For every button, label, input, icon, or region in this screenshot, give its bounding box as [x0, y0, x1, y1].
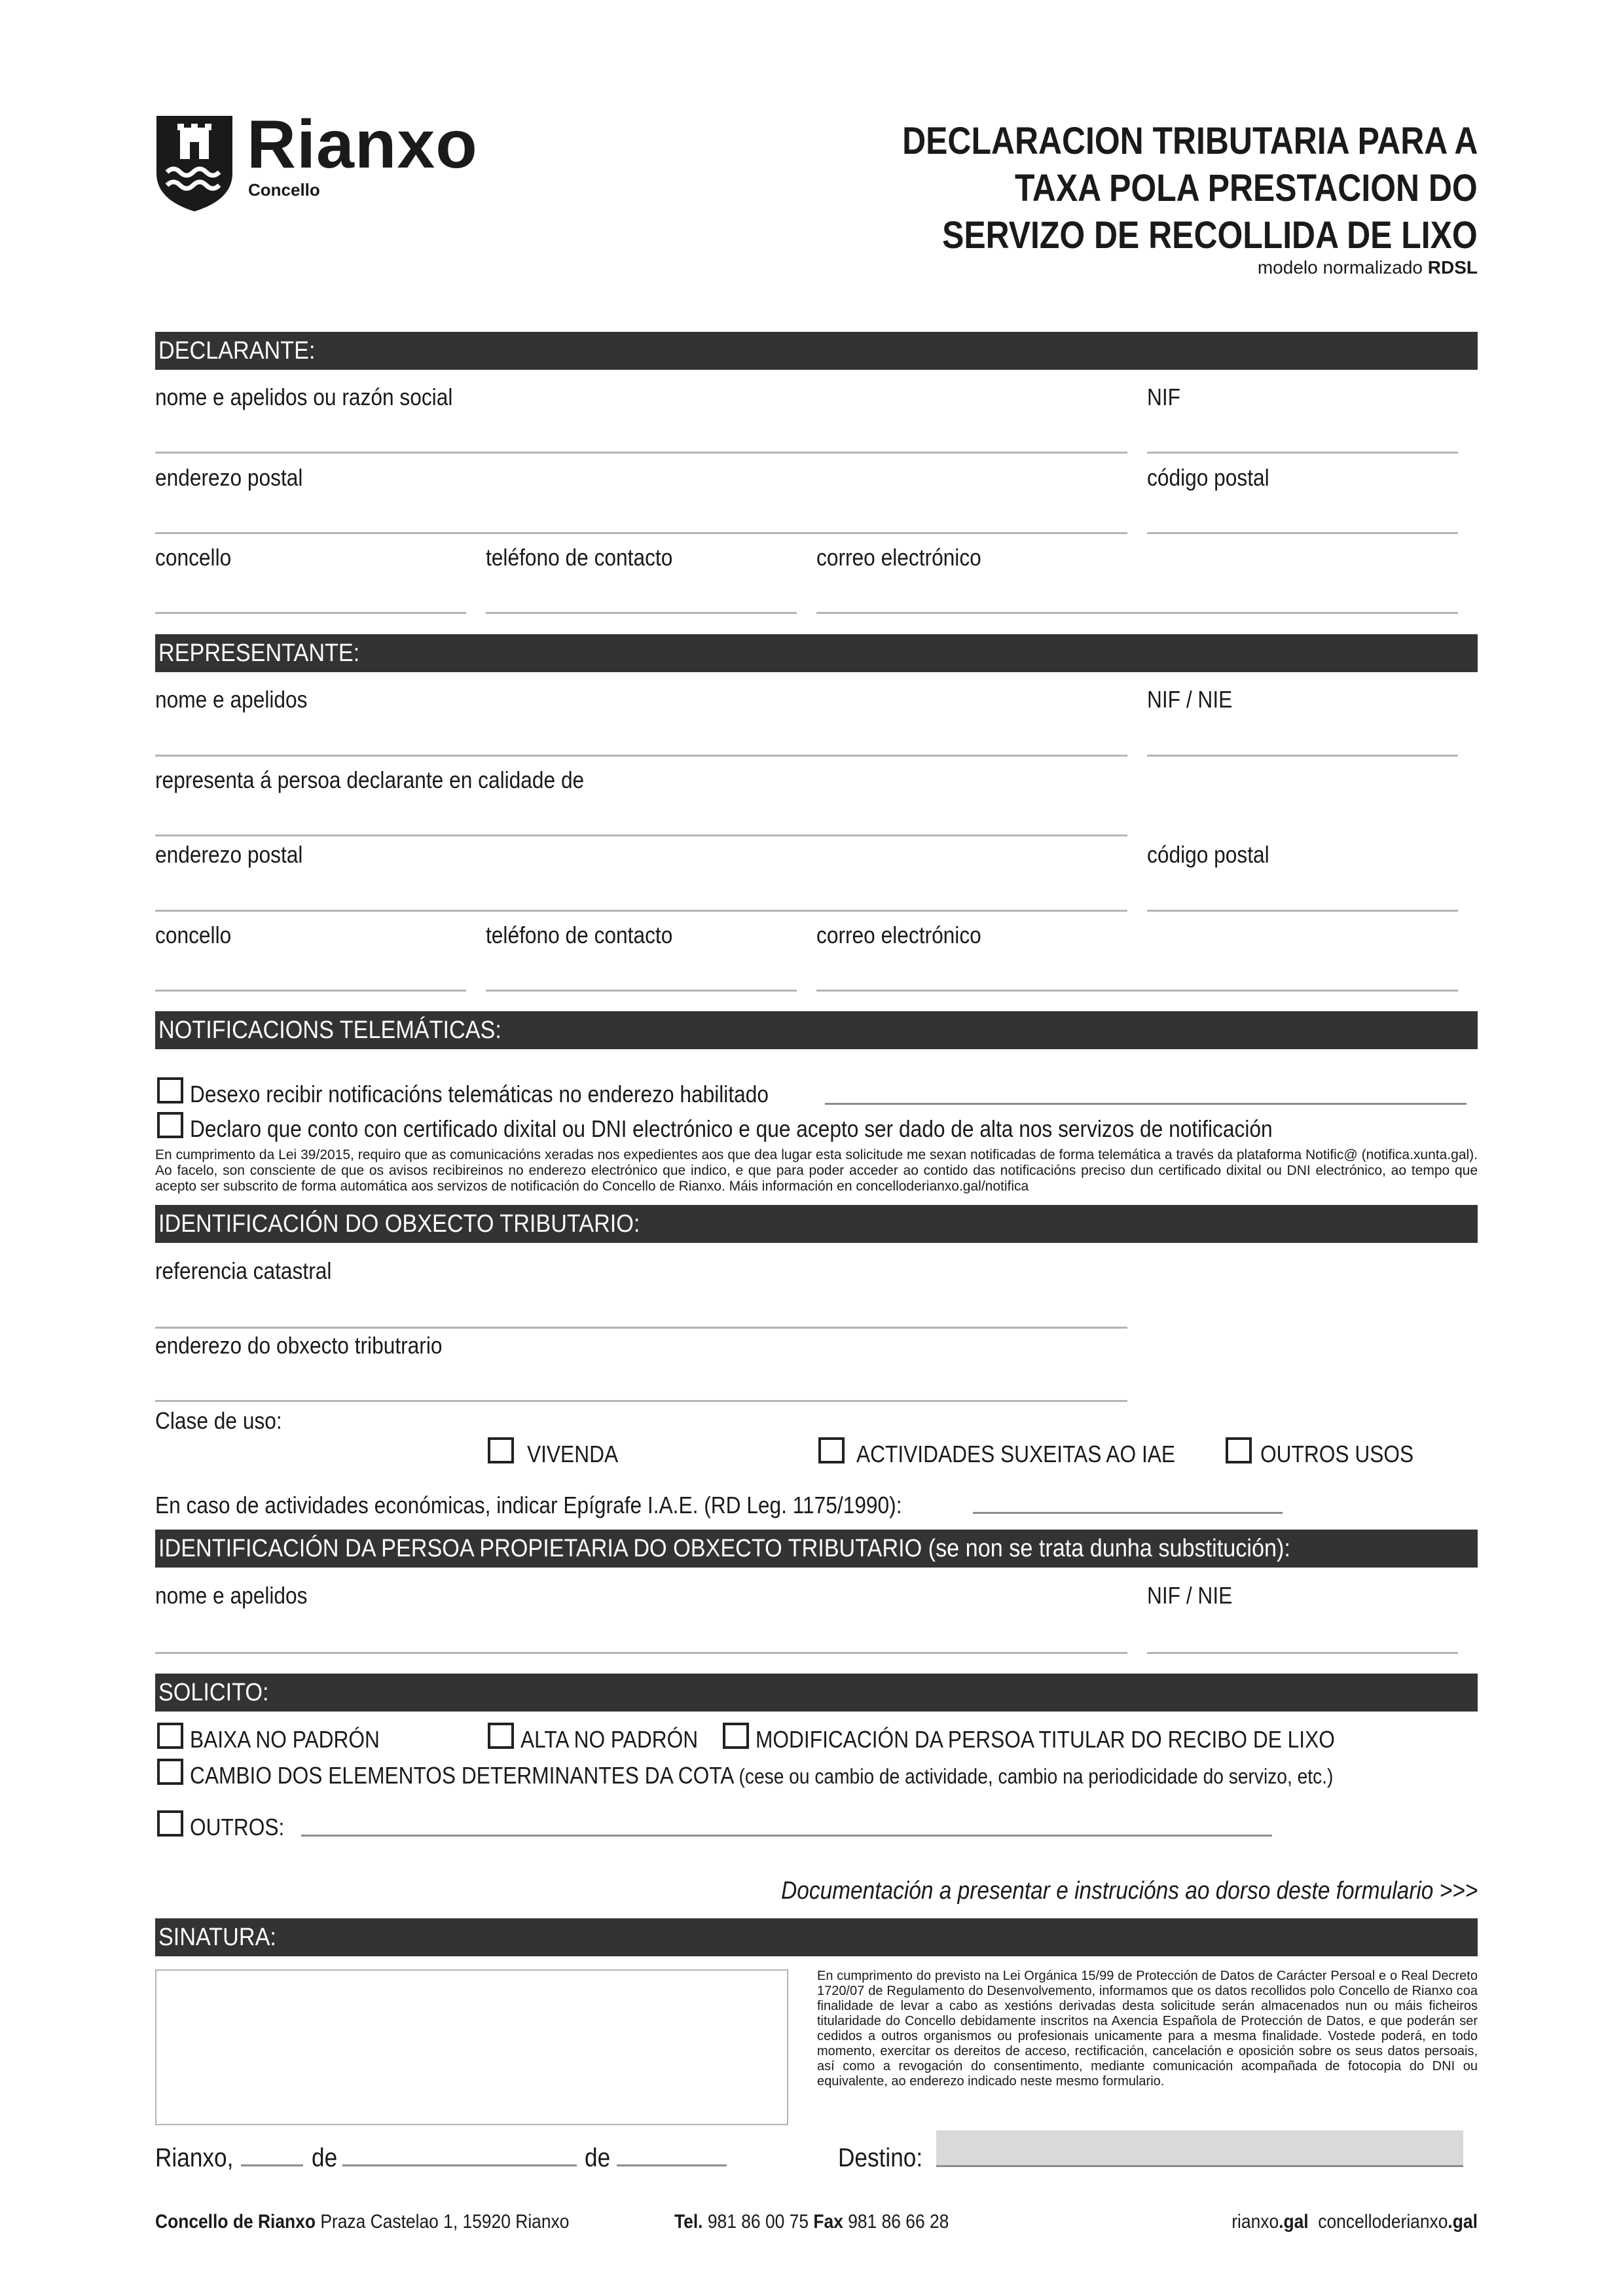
section-representante: REPRESENTANTE: — [155, 634, 1478, 672]
notifications-certificate-checkbox[interactable] — [157, 1112, 183, 1138]
form-title-line1: DECLARACION TRIBUTARIA PARA A — [902, 120, 1478, 162]
destino-label: Destino: — [838, 2144, 923, 2172]
cambio-label: CAMBIO DOS ELEMENTOS DETERMINANTES DA COTA — [190, 1762, 733, 1789]
section-notificacions: NOTIFICACIONS TELEMÁTICAS: — [155, 1011, 1478, 1049]
section-solicito: SOLICITO: — [155, 1674, 1478, 1712]
epigrafe-field[interactable] — [973, 1512, 1283, 1514]
signature-box[interactable] — [155, 1969, 788, 2125]
outros-field[interactable] — [301, 1835, 1272, 1837]
declarante-name-field[interactable] — [155, 452, 1127, 454]
cadastral-field[interactable] — [155, 1327, 1127, 1329]
use-outros-checkbox[interactable] — [1226, 1437, 1252, 1463]
footer-org: Concello de Rianxo — [155, 2211, 316, 2233]
representante-capacity-label: representa á persoa declarante en calidade de — [155, 766, 585, 793]
footer-web1[interactable]: rianxo.gal — [1231, 2211, 1309, 2233]
date-month-field[interactable] — [342, 2164, 577, 2166]
brand-name: Rianxo — [247, 107, 478, 183]
notifications-legal-text: En cumprimento da Lei 39/2015, requiro que as comunicacións xeradas nos expedientes aos que dea lugar esta solicitude me sexan notificadas de forma telemática a través da plataforma Notific@ (notifica.xunta.gal). Ao facelo, son consciente de que os avisos recibireinos no enderezo electrónico que indico, e que para poder acceder ao contido das notificacións preciso dun certificado dixital ou DNI electrónico, ao tempo que acepto ser subscrito de forma automática aos servizos de notificación do Concello de Rianxo. Máis información en concelloderianxo.gal/notifica — [155, 1147, 1478, 1194]
declarante-phone-field[interactable] — [486, 612, 797, 614]
owner-name-label: nome e apelidos — [155, 1582, 308, 1609]
date-de1-label: de — [312, 2144, 338, 2172]
baixa-label: BAIXA NO PADRÓN — [190, 1726, 380, 1753]
representante-postal-field[interactable] — [1147, 910, 1458, 912]
declarante-concello-field[interactable] — [155, 612, 466, 614]
footer-street: Praza Castelao 1, 15920 Rianxo — [320, 2211, 570, 2233]
alta-checkbox[interactable] — [488, 1723, 514, 1749]
representante-nif-field[interactable] — [1147, 755, 1458, 757]
representante-concello-field[interactable] — [155, 990, 466, 992]
declarante-nif-field[interactable] — [1147, 452, 1458, 454]
footer-tel: 981 86 00 75 — [707, 2211, 809, 2233]
date-de2-label: de — [585, 2144, 611, 2172]
use-outros-label: OUTROS USOS — [1260, 1441, 1414, 1467]
owner-nif-field[interactable] — [1147, 1652, 1458, 1654]
outros-label: OUTROS: — [190, 1814, 285, 1840]
date-year-field[interactable] — [617, 2164, 727, 2166]
object-address-field[interactable] — [155, 1400, 1127, 1402]
form-title-line3: SERVIZO DE RECOLLIDA DE LIXO — [942, 214, 1478, 257]
use-vivenda-label: VIVENDA — [527, 1441, 619, 1467]
date-place-label: Rianxo, — [155, 2144, 234, 2172]
cambio-row — [190, 1763, 1333, 1789]
object-address-label: enderezo do obxecto tributrario — [155, 1332, 443, 1359]
notifications-option2-label: Declaro que conto con certificado dixital ou DNI electrónico e que acepto ser dado de alta nos servizos de notificación — [190, 1115, 1273, 1142]
declarante-address-label: enderezo postal — [155, 464, 303, 491]
notifications-option1-label: Desexo recibir notificacións telemáticas no enderezo habilitado — [190, 1081, 769, 1107]
declarante-name-label: nome e apelidos ou razón social — [155, 384, 453, 410]
notifications-address-field[interactable] — [825, 1103, 1467, 1105]
destino-field[interactable] — [936, 2130, 1463, 2167]
representante-email-field[interactable] — [816, 990, 1458, 992]
baixa-checkbox[interactable] — [157, 1723, 183, 1749]
section-propietaria: IDENTIFICACIÓN DA PERSOA PROPIETARIA DO OBXECTO TRIBUTARIO (se non se trata dunha substitución): — [155, 1530, 1478, 1568]
footer-web2[interactable]: concelloderianxo.gal — [1318, 2211, 1478, 2233]
representante-address-field[interactable] — [155, 910, 1127, 912]
use-class-label: Clase de uso: — [155, 1407, 282, 1434]
use-iae-label: ACTIVIDADES SUXEITAS AO IAE — [856, 1441, 1176, 1467]
representante-address-label: enderezo postal — [155, 841, 303, 868]
declarante-phone-label: teléfono de contacto — [486, 544, 673, 571]
footer-fax: 981 86 66 28 — [848, 2211, 949, 2233]
cambio-checkbox[interactable] — [157, 1759, 183, 1785]
modificacion-checkbox[interactable] — [723, 1723, 749, 1749]
section-sinatura: SINATURA: — [155, 1918, 1478, 1956]
outros-checkbox[interactable] — [157, 1810, 183, 1837]
use-vivenda-checkbox[interactable] — [488, 1437, 514, 1463]
footer-phone: Tel. 981 86 00 75 Fax 981 86 66 28 — [674, 2211, 949, 2233]
representante-phone-label: teléfono de contacto — [486, 922, 673, 948]
declarante-nif-label: NIF — [1147, 384, 1181, 410]
privacy-text: En cumprimento do previsto na Lei Orgánica 15/99 de Protección de Datos de Carácter Persoal e o Real Decreto 1720/07 de Regulamento do Desenvolvemento, informamos que os datos recollidos polo Concello de Rianxo coa finalidade de levar a cabo as xestións derivadas desta solicitude serán almacenados nun ou máis ficheiros titularidade do Concello debidamente inscritos na Axencia Española de Protección de Datos, e que poderán ser cedidos a outros organismos ou profesionais unicamente para a mesma finalidade. Vostede poderá, en todo momento, exercitar os dereitos de acceso, rectificación, cancelación e oposición sobre os seus datos persoais, así como a revogación do consentimento, mediante comunicación acompañada de fotocopia do DNI ou equivalente, ao enderezo indicado neste mesmo formulario. — [817, 1969, 1478, 2089]
representante-email-label: correo electrónico — [816, 922, 981, 948]
section-obxecto: IDENTIFICACIÓN DO OBXECTO TRIBUTARIO: — [155, 1205, 1478, 1243]
cambio-note: (cese ou cambio de actividade, cambio na periodicidade do servizo, etc.) — [739, 1765, 1334, 1788]
cadastral-label: referencia catastral — [155, 1257, 332, 1284]
representante-name-field[interactable] — [155, 755, 1127, 757]
logo — [155, 107, 509, 213]
owner-nif-label: NIF / NIE — [1147, 1582, 1233, 1609]
declarante-concello-label: concello — [155, 544, 232, 571]
form-title-line2: TAXA POLA PRESTACION DO — [1015, 167, 1478, 209]
notifications-enable-checkbox[interactable] — [157, 1077, 183, 1103]
declarante-email-label: correo electrónico — [816, 544, 981, 571]
model-label — [1258, 257, 1478, 278]
coat-of-arms-icon — [155, 115, 234, 213]
documentation-note: Documentación a presentar e instrucións ao dorso deste formulario >>> — [780, 1877, 1478, 1905]
modificacion-label: MODIFICACIÓN DA PERSOA TITULAR DO RECIBO DE LIXO — [756, 1726, 1335, 1753]
epigrafe-label: En caso de actividades económicas, indicar Epígrafe I.A.E. (RD Leg. 1175/1990): — [155, 1492, 902, 1518]
model-code: RDSL — [1427, 257, 1478, 278]
model-prefix: modelo normalizado — [1257, 257, 1423, 278]
representante-concello-label: concello — [155, 922, 232, 948]
representante-postal-label: código postal — [1147, 841, 1269, 868]
declarante-email-field[interactable] — [816, 612, 1458, 614]
representante-capacity-field[interactable] — [155, 834, 1127, 836]
declarante-postal-field[interactable] — [1147, 532, 1458, 534]
owner-name-field[interactable] — [155, 1652, 1127, 1654]
declarante-address-field[interactable] — [155, 532, 1127, 534]
brand-sub: Concello — [248, 180, 320, 200]
representante-phone-field[interactable] — [486, 990, 797, 992]
representante-nif-label: NIF / NIE — [1147, 686, 1233, 713]
use-iae-checkbox[interactable] — [818, 1437, 845, 1463]
alta-label: ALTA NO PADRÓN — [520, 1726, 699, 1753]
representante-name-label: nome e apelidos — [155, 686, 308, 713]
section-declarante: DECLARANTE: — [155, 332, 1478, 370]
declarante-postal-label: código postal — [1147, 464, 1269, 491]
date-day-field[interactable] — [241, 2164, 303, 2166]
footer-web — [1231, 2211, 1478, 2233]
footer-address — [155, 2211, 569, 2233]
